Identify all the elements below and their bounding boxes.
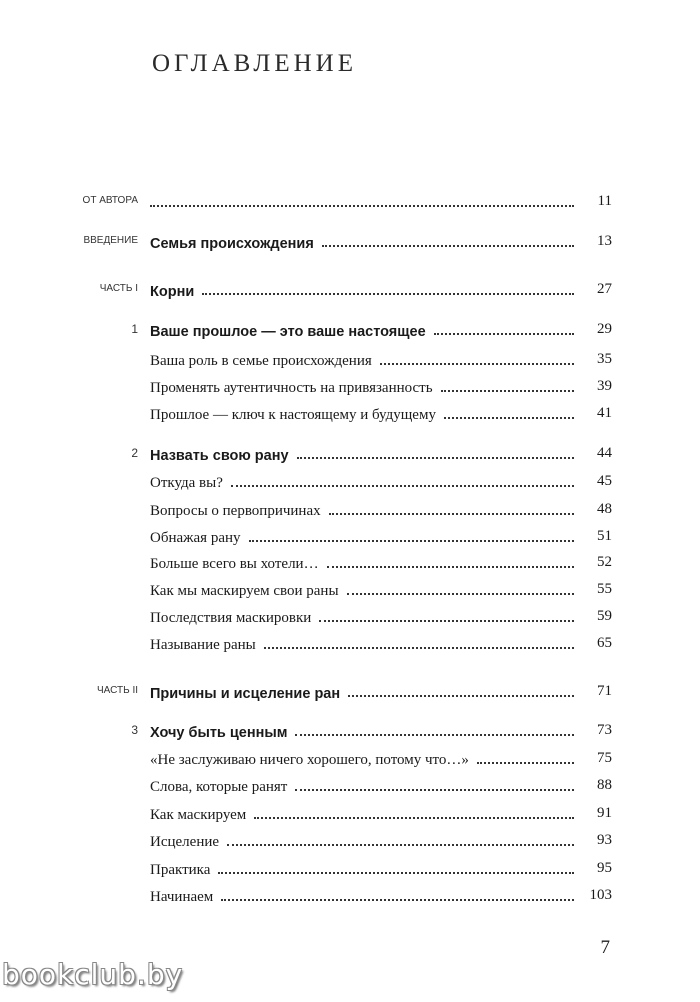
toc-entry-title: «Не заслуживаю ничего хорошего, потому что…» <box>150 752 469 768</box>
toc-entry-title: Последствия маскировки <box>150 610 312 626</box>
toc-entry-page: 39 <box>597 378 612 394</box>
dot-leader <box>297 457 574 459</box>
toc-entry <box>0 576 700 602</box>
toc-entry <box>0 717 700 743</box>
toc-entry <box>0 855 700 881</box>
toc-entry-page: 35 <box>597 351 612 367</box>
toc-entry <box>0 316 700 342</box>
dot-leader <box>327 566 574 568</box>
toc-entry-label: 3 <box>131 723 138 737</box>
toc-entry-page: 91 <box>597 805 612 821</box>
toc-entry <box>0 468 700 494</box>
toc-entry <box>0 400 700 426</box>
toc-entry-title: Вопросы о первопричинах <box>150 503 321 519</box>
dot-leader <box>231 485 574 487</box>
dot-leader <box>380 363 574 365</box>
toc-entry-page: 73 <box>597 722 612 738</box>
dot-leader <box>444 417 574 419</box>
toc-entry-page: 88 <box>597 777 612 793</box>
toc-entry-page: 103 <box>589 887 612 903</box>
toc-entry-title: Ваше прошлое — это ваше настоящее <box>150 324 426 340</box>
toc-entry-title: Как мы маскируем свои раны <box>150 583 339 599</box>
toc-entry-label: ВВЕДЕНИЕ <box>83 235 138 246</box>
toc-entry-title: Корни <box>150 284 195 300</box>
toc-entry-page: 93 <box>597 832 612 848</box>
dot-leader <box>295 734 574 736</box>
toc-entry-page: 95 <box>597 860 612 876</box>
dot-leader <box>249 540 574 542</box>
toc-entry-label: ЧАСТЬ II <box>96 685 138 696</box>
dot-leader <box>477 762 574 764</box>
toc-entry-page: 55 <box>597 581 612 597</box>
dot-leader <box>319 620 574 622</box>
toc-entry-title: Назвать свою рану <box>150 448 289 464</box>
toc-entry-title: Семья происхождения <box>150 236 314 252</box>
toc-entry <box>0 276 700 302</box>
toc-entry-label: 1 <box>131 322 138 336</box>
toc-entry <box>0 678 700 704</box>
toc-entry-page: 75 <box>597 750 612 766</box>
dot-leader <box>434 333 574 335</box>
toc-entry-title: Начинаем <box>150 889 214 905</box>
dot-leader <box>221 899 574 901</box>
dot-leader <box>254 817 574 819</box>
toc-entry-page: 27 <box>597 281 612 297</box>
toc-entry <box>0 603 700 629</box>
dot-leader <box>329 513 574 515</box>
toc-entry <box>0 496 700 522</box>
dot-leader <box>150 205 574 207</box>
toc-entry-label: 2 <box>131 446 138 460</box>
toc-entry-title: Называние раны <box>150 637 256 653</box>
toc-entry <box>0 373 700 399</box>
page-title: ОГЛАВЛЕНИЕ <box>152 50 357 77</box>
dot-leader <box>202 293 574 295</box>
dot-leader <box>347 593 574 595</box>
toc-entry-title: Обнажая рану <box>150 530 241 546</box>
dot-leader <box>264 647 574 649</box>
toc-entry-title: Прошлое — ключ к настоящему и будущему <box>150 407 436 423</box>
toc-entry-title: Откуда вы? <box>150 475 223 491</box>
dot-leader <box>322 245 574 247</box>
toc-entry-label: ЧАСТЬ I <box>99 283 138 294</box>
toc-entry-page: 44 <box>597 445 612 461</box>
toc-entry <box>0 346 700 372</box>
toc-entry <box>0 228 700 254</box>
toc-entry-page: 59 <box>597 608 612 624</box>
toc-entry-label: ОТ АВТОРА <box>82 195 138 206</box>
toc-entry-title: Причины и исцеление ран <box>150 686 341 702</box>
toc-entry <box>0 523 700 549</box>
toc-entry <box>0 440 700 466</box>
page-number: 7 <box>600 937 610 958</box>
toc-entry-page: 11 <box>597 193 612 209</box>
toc-entry <box>0 188 700 214</box>
toc-entry-title: Больше всего вы хотели… <box>150 556 319 572</box>
toc-entry-page: 51 <box>597 528 612 544</box>
toc-entry-title: Как маскируем <box>150 807 247 823</box>
dot-leader <box>441 390 574 392</box>
toc-entry-title: Исцеление <box>150 834 220 850</box>
toc-entry <box>0 882 700 908</box>
toc-entry-title: Хочу быть ценным <box>150 725 288 741</box>
toc-entry-title: Променять аутентичность на привязанность <box>150 380 433 396</box>
toc-entry <box>0 800 700 826</box>
toc-entry-page: 29 <box>597 321 612 337</box>
toc-entry <box>0 630 700 656</box>
toc-entry-page: 71 <box>597 683 612 699</box>
toc-entry-page: 45 <box>597 473 612 489</box>
dot-leader <box>348 695 574 697</box>
dot-leader <box>295 789 574 791</box>
dot-leader <box>218 872 574 874</box>
toc-entry-title: Ваша роль в семье происхождения <box>150 353 372 369</box>
toc-entry-page: 65 <box>597 635 612 651</box>
watermark: bookclub.by <box>2 958 184 991</box>
toc-entry-page: 41 <box>597 405 612 421</box>
toc-entry <box>0 745 700 771</box>
toc-entry <box>0 772 700 798</box>
toc-entry <box>0 827 700 853</box>
toc-entry-page: 13 <box>597 233 612 249</box>
toc-entry-page: 52 <box>597 554 612 570</box>
toc-entry-title: Практика <box>150 862 211 878</box>
toc-entry-page: 48 <box>597 501 612 517</box>
toc-entry-title: Слова, которые ранят <box>150 779 288 795</box>
dot-leader <box>227 844 574 846</box>
toc-entry <box>0 549 700 575</box>
